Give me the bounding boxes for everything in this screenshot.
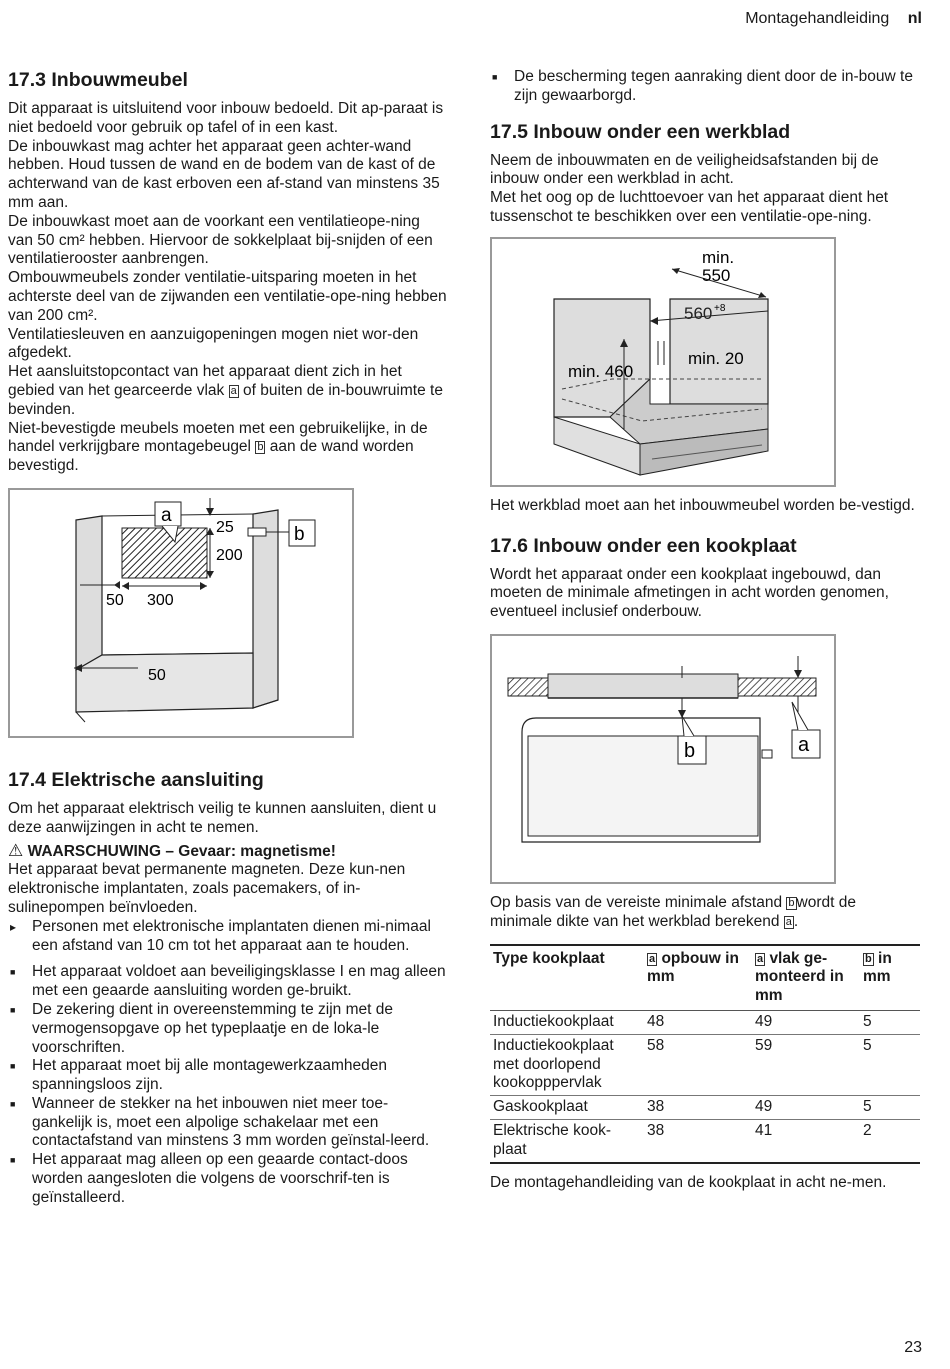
list-item: ■ De bescherming tegen aanraking dient door de in-bouw te zijn gewaarborgd. [490, 68, 920, 106]
paragraph: De inbouwkast moet aan de voorkant een ventilatieope-ning van 50 cm² hebben. Hiervoor de sokkelplaat bij-snijden of een ventilatierooster aanbrengen. [8, 212, 433, 268]
section-17-4-heading: 17.4 Elektrische aansluiting [8, 768, 264, 791]
paragraph: Neem de inbouwmaten en de veiligheidsafstanden bij de inbouw onder een werkblad in acht. [490, 151, 879, 188]
paragraph: Het aansluitstopcontact van het apparaat dient zich in het gebied van het gearceerde vlak a of buiten de in-bouwruimte te bevinden. [8, 363, 443, 418]
header-title: Montagehandleiding [745, 10, 890, 27]
table-cell: Inductiekookplaat met doorlopend kookopppervlak [493, 1036, 614, 1092]
label-b: b [294, 523, 305, 545]
ref-a-marker: a [785, 915, 792, 928]
cooktop-table [490, 944, 920, 1164]
ref-b-marker: b [257, 441, 264, 454]
list-item: ■ Het apparaat voldoet aan beveiligingsklasse I en mag alleen met een geaarde aansluiting worden ge-bruikt. [8, 963, 448, 1001]
table-cell: 38 [647, 1098, 665, 1116]
paragraph: De montagehandleiding van de kookplaat in acht ne-men. [490, 1173, 887, 1191]
table-cell: 38 [647, 1121, 665, 1139]
table-cell: 49 [755, 1098, 773, 1116]
label-b: b [684, 739, 696, 762]
paragraph: Niet-bevestigde meubels moeten met een gebruikelijke, in de handel verkrijgbare montagebeugel b aan de wand worden bevestigd. [8, 419, 428, 475]
worktop-drawing [492, 239, 834, 485]
table-cell: 5 [863, 1012, 872, 1030]
dim-min-label: min. [702, 247, 735, 267]
table-cell: 2 [863, 1121, 872, 1139]
table-cell: Inductiekookplaat [493, 1012, 614, 1030]
dim-200: 200 [216, 546, 243, 564]
dim-560-tolerance: +8 [714, 302, 726, 314]
header-language: nl [907, 10, 922, 27]
warning-icon: ⚠ [8, 840, 24, 860]
paragraph: Om het apparaat elektrisch veilig te kunnen aansluiten, dient u deze aanwijzingen in acht te nemen. [8, 799, 437, 836]
table-cell: Gaskookplaat [493, 1098, 588, 1116]
ref-a-marker: a [230, 384, 237, 397]
paragraph: Met het oog op de luchttoevoer van het apparaat dient het tussenschot te beschikken over een ventilatie-ope-ning. [490, 189, 889, 225]
dim-50-bottom: 50 [148, 666, 166, 684]
paragraph: Dit apparaat is uitsluitend voor inbouw bedoeld. Dit ap-paraat is niet bedoeld voor gebruik op tafel of in een kast. [8, 100, 444, 136]
table-header-row [490, 945, 920, 1011]
page-header [745, 10, 922, 28]
dim-min-460: min. 460 [568, 361, 634, 381]
table-cell: Elektrische kook-plaat [493, 1121, 612, 1158]
list-item: ▸ Personen met elektronische implantaten dienen mi-nimaal een afstand van 10 cm tot het apparaat aan te houden. [8, 918, 448, 956]
paragraph: Op basis van de vereiste minimale afstand b wordt de minimale dikte van het werkblad berekend a . [490, 893, 856, 930]
table-row [490, 1119, 920, 1162]
page-number: 23 [904, 1339, 922, 1356]
table-cell: 59 [755, 1036, 773, 1054]
table-cell: 5 [863, 1036, 872, 1054]
label-a: a [798, 733, 810, 756]
column-header: Type kookplaat [493, 949, 605, 967]
right-column [490, 68, 920, 1192]
table-row [490, 1010, 920, 1034]
paragraph: Ventilatiesleuven en aanzuigopeningen mogen niet wor-den afgedekt. [8, 325, 419, 362]
dim-550: 550 [702, 265, 731, 285]
worktop-figure [490, 237, 836, 487]
section-17-6-heading: 17.6 Inbouw onder een kookplaat [490, 534, 797, 557]
table-cell: 58 [647, 1036, 665, 1054]
hatched-area [122, 528, 207, 578]
list-item: ■ Het apparaat moet bij alle montagewerkzaamheden spanningsloos zijn. [8, 1057, 448, 1095]
warning-text: Het apparaat bevat permanente magneten. Deze kun-nen elektronische implantaten, zoals pacemakers, of in-sulinepompen beïnvloeden. [8, 861, 406, 916]
column-header: b in mm [863, 949, 892, 986]
section-17-3-heading: 17.3 Inbouwmeubel [8, 69, 188, 91]
column-header: a opbouw in mm [647, 949, 739, 986]
paragraph: De inbouwkast mag achter het apparaat geen achter-wand hebben. Houd tussen de wand en de bodem van de kast of de achterwand van de kast erboven een af-stand van minstens 35 mm aan. [8, 137, 440, 211]
paragraph: Het werkblad moet aan het inbouwmeubel worden be-vestigd. [490, 496, 915, 514]
section-17-5-heading: 17.5 Inbouw onder een werkblad [490, 120, 791, 143]
dim-min-20: min. 20 [688, 348, 744, 368]
list-item: ■ Wanneer de stekker na het inbouwen niet meer toe-gankelijk is, moet een alpolige schakelaar met een contactafstand van minstens 3 mm worden geïnstal-leerd. [8, 1095, 448, 1151]
paragraph: Wordt het apparaat onder een kookplaat ingebouwd, dan moeten de minimale afmetingen in acht worden genomen, eventueel inclusief onderbouw. [490, 565, 889, 621]
table-cell: 5 [863, 1098, 872, 1116]
dim-560: 560 [684, 303, 713, 323]
cabinet-drawing [10, 490, 352, 736]
cooktop-drawing [492, 636, 834, 882]
ref-b-marker: b [788, 896, 795, 909]
warning-title: ⚠ WAARSCHUWING – Gevaar: magnetisme! [8, 840, 336, 860]
list-item: ■ De zekering dient in overeenstemming te zijn met de vermogensopgave op het typeplaatje en de loka-le voorschriften. [8, 1001, 448, 1057]
table-row [490, 1034, 920, 1095]
table-row [490, 1096, 920, 1120]
paragraph: Ombouwmeubels zonder ventilatie-uitsparing moeten in het achterste deel van de zijwanden een ventilatie-ope-ning hebben van 200 cm². [8, 269, 447, 324]
left-column [8, 68, 448, 1208]
table-cell: 49 [755, 1012, 773, 1030]
dim-50-side: 50 [106, 591, 124, 609]
table-cell: 48 [647, 1012, 665, 1030]
column-header: a vlak ge-monteerd in mm [755, 949, 844, 1005]
table-cell: 41 [755, 1121, 773, 1139]
label-a: a [161, 504, 172, 526]
dim-300: 300 [147, 591, 174, 609]
dim-25: 25 [216, 518, 234, 536]
list-item: ■ Het apparaat mag alleen op een geaarde contact-doos worden aangesloten die volgens de voorschrif-ten is geïnstalleerd. [8, 1151, 448, 1207]
cabinet-figure [8, 488, 354, 738]
cooktop-figure [490, 634, 836, 884]
